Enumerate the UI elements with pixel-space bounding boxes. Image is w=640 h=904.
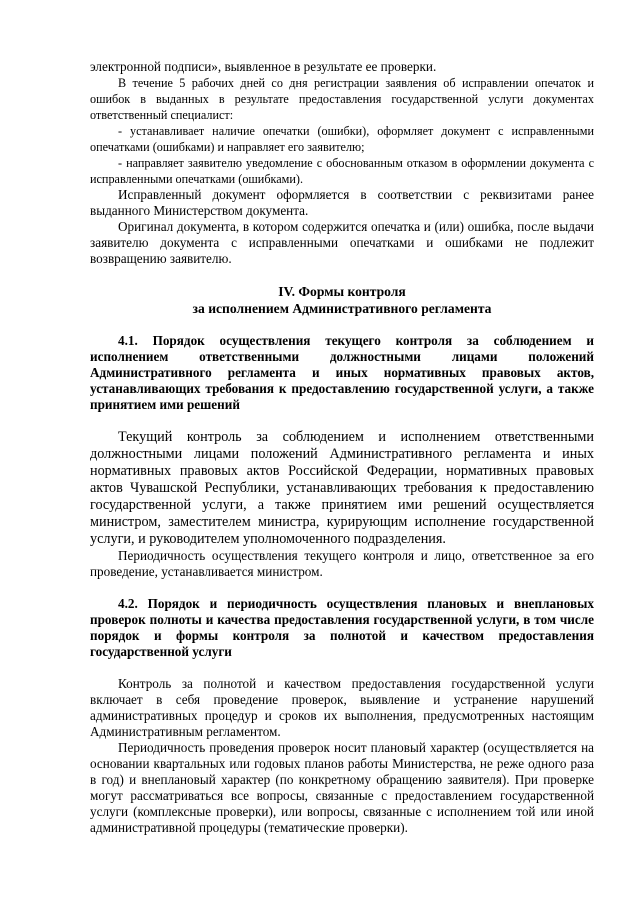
document-body — [90, 59, 594, 836]
paragraph: Периодичность проведения проверок носит плановый характер (осуществляется на основании квартальных или годовых планов работы Министерства, не реже одного раза в год) и внеплановый характер (по конкретному обращению заявителя). При проверке могут рассматриваться все вопросы, связанные с предоставлением государственной услуги (комплексные проверки), или вопросы, связанные с исполнением той или иной административной процедуры (тематические проверки). — [90, 740, 594, 835]
paragraph: Текущий контроль за соблюдением и исполнением ответственными должностными лицами положений Административного регламента и иных нормативных правовых актов Российской Федерации, нормативных правовых актов Чувашской Республики, устанавливающих требования к предоставлению государственной услуги, а также принятием ими решений осуществляется министром, заместителем министра, курирующим исполнение государственной услуги, и руководителем уполномоченного подразделения. — [90, 429, 594, 547]
paragraph: Исправленный документ оформляется в соответствии с реквизитами ранее выданного Министерством документа. — [90, 187, 594, 218]
paragraph: Контроль за полнотой и качеством предоставления государственной услуги включает в себя проведение проверок, выявление и устранение нарушений административных процедур и сроков их выполнения, предусмотренных настоящим Административным регламентом. — [90, 676, 594, 739]
paragraph: Периодичность осуществления текущего контроля и лицо, ответственное за его проведение, устанавливается министром. — [90, 548, 594, 579]
subsection-heading: 4.1. Порядок осуществления текущего контроля за соблюдением и исполнением ответственными должностными лицами положений Административного регламента и иных нормативных правовых актов, устанавливающих требования к предоставлению государственной услуги, а также принятием ими решений — [90, 333, 594, 412]
paragraph: электронной подписи», выявленное в результате ее проверки. — [90, 59, 437, 74]
paragraph: Оригинал документа, в котором содержится опечатка и (или) ошибка, после выдачи заявителю документа с исправленными опечатками и ошибками не подлежит возвращению заявителю. — [90, 219, 594, 266]
section-title: IV. Формы контроля — [278, 284, 406, 299]
subsection-heading: 4.2. Порядок и периодичность осуществления плановых и внеплановых проверок полноты и качества предоставления государственной услуги, в том числе порядок и формы контроля за полнотой и качеством предоставления государственной услуги — [90, 596, 594, 659]
section-subtitle: за исполнением Административного регламента — [192, 301, 492, 316]
list-item: - устанавливает наличие опечатки (ошибки), оформляет документ с исправленными опечатками (ошибками) и направляет его заявителю; — [90, 124, 594, 154]
list-item: - направляет заявителю уведомление с обоснованным отказом в оформлении документа с исправленными опечатками (ошибками). — [90, 156, 594, 186]
paragraph: В течение 5 рабочих дней со дня регистрации заявления об исправлении опечаток и ошибок в выданных в результате предоставления государственной услуги документах ответственный специалист: — [90, 76, 594, 122]
